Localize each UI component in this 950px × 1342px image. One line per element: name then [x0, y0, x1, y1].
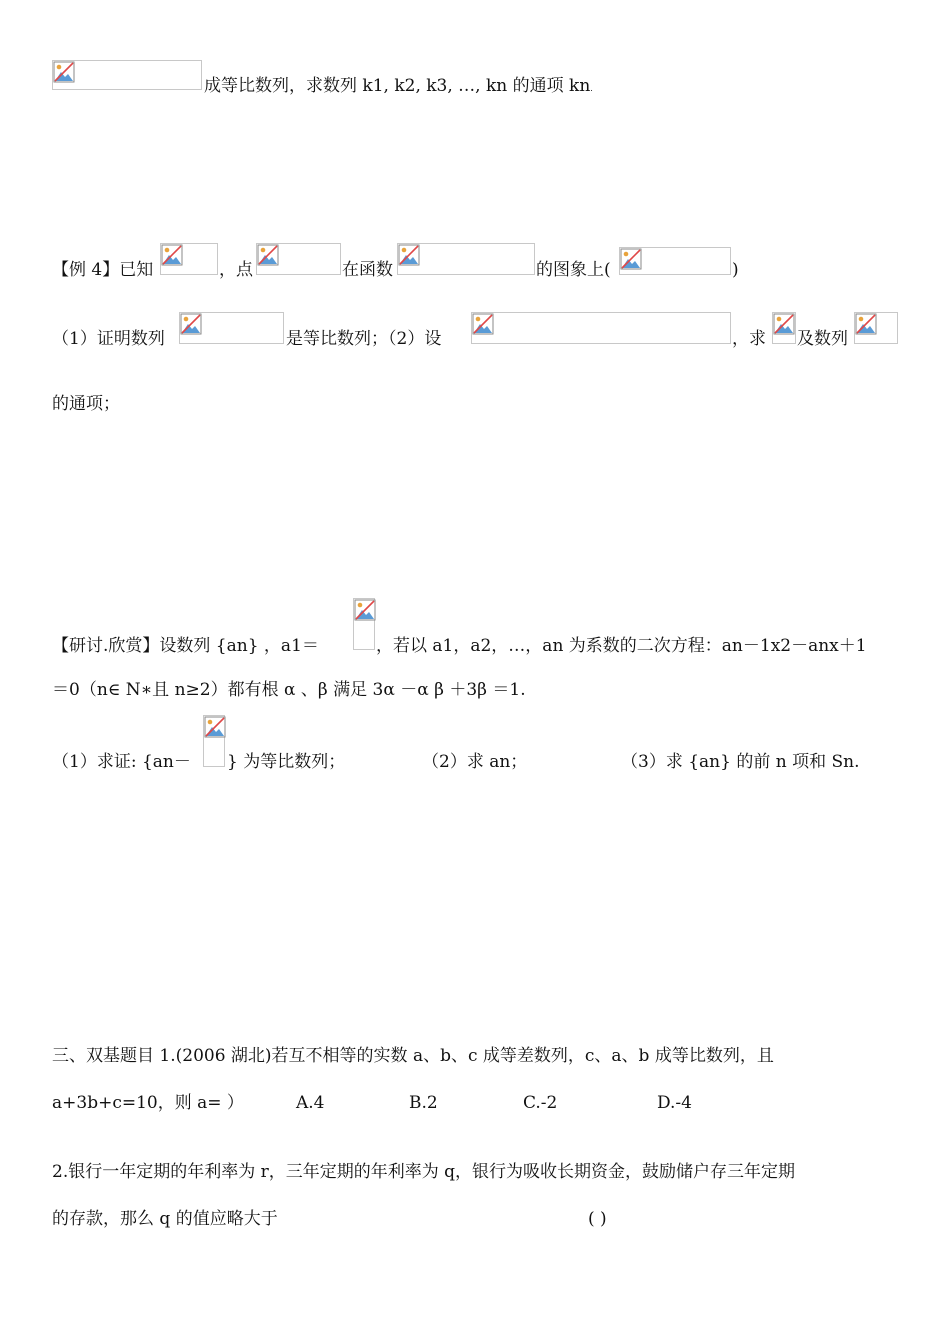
- q2-line1: 2.银行一年定期的年利率为 r，三年定期的年利率为 q，银行为吸收长期资金，鼓励储户存三年定期: [52, 1162, 796, 1182]
- ex4-q3-text: ，求: [732, 329, 766, 349]
- broken-image-icon: [180, 313, 202, 335]
- q2-line2: 的存款，那么 q 的值应略大于: [52, 1209, 278, 1229]
- broken-image-icon: [773, 313, 795, 335]
- formula-image: [397, 243, 535, 275]
- formula-image: [203, 715, 225, 767]
- q2-paren: ( ): [588, 1209, 607, 1229]
- broken-image-icon: [161, 244, 183, 266]
- ex4-text3: 在函数: [342, 260, 393, 280]
- option-c: C.-2: [523, 1093, 558, 1113]
- yantao-q1a: （1）求证: {an－: [52, 752, 191, 772]
- ex4-text2: ，点: [219, 260, 253, 280]
- yantao-q2: （2）求 an；: [422, 752, 528, 772]
- broken-image-icon: [53, 61, 75, 83]
- sec3-line1: 三、双基题目 1.(2006 湖北)若互不相等的实数 a、b、c 成等差数列，c、a、b 成等比数列，且: [52, 1046, 774, 1066]
- option-b: B.2: [409, 1093, 438, 1113]
- ex4-label: 【例 4】已知: [52, 260, 154, 280]
- line1-text: 成等比数列，求数列 k1, k2, k3, …, kn 的通项 kn.: [204, 76, 593, 96]
- option-a: A.4: [296, 1093, 325, 1113]
- formula-image: [353, 598, 375, 650]
- formula-image: [179, 312, 284, 344]
- formula-image: [256, 243, 341, 275]
- sec3-line2: a+3b+c=10，则 a= ）: [52, 1093, 244, 1113]
- ex4-text5: ): [732, 260, 739, 280]
- ex4-q2-text: 是等比数列；（2）设: [286, 329, 442, 349]
- ex4-q4-text: 及数列: [797, 329, 848, 349]
- broken-image-icon: [204, 716, 226, 738]
- broken-image-icon: [257, 244, 279, 266]
- yantao-line2: ＝0（n∈ N∗且 n≥2）都有根 α 、β 满足 3α －α β ＋3β ＝1.: [52, 680, 526, 700]
- broken-image-icon: [354, 599, 376, 621]
- yantao-line1a: 【研讨.欣赏】设数列 {an} ，a1＝: [52, 636, 319, 656]
- broken-image-icon: [620, 248, 642, 270]
- yantao-q3: （3）求 {an} 的前 n 项和 Sn.: [621, 752, 860, 772]
- ex4-q1-text: （1）证明数列: [52, 329, 165, 349]
- formula-image: [471, 312, 731, 344]
- formula-image: [854, 312, 898, 344]
- formula-image: [160, 243, 218, 275]
- broken-image-icon: [472, 313, 494, 335]
- option-d: D.-4: [657, 1093, 692, 1113]
- formula-image: [619, 247, 731, 275]
- formula-image: [52, 60, 202, 90]
- ex4-text4: 的图象上(: [536, 260, 611, 280]
- yantao-q1b: } 为等比数列；: [227, 752, 346, 772]
- ex4-tail: 的通项；: [52, 394, 120, 414]
- broken-image-icon: [398, 244, 420, 266]
- yantao-line1b: ，若以 a1，a2，…，an 为系数的二次方程：an－1x2－anx＋1: [376, 636, 867, 656]
- broken-image-icon: [855, 313, 877, 335]
- formula-image: [772, 312, 796, 344]
